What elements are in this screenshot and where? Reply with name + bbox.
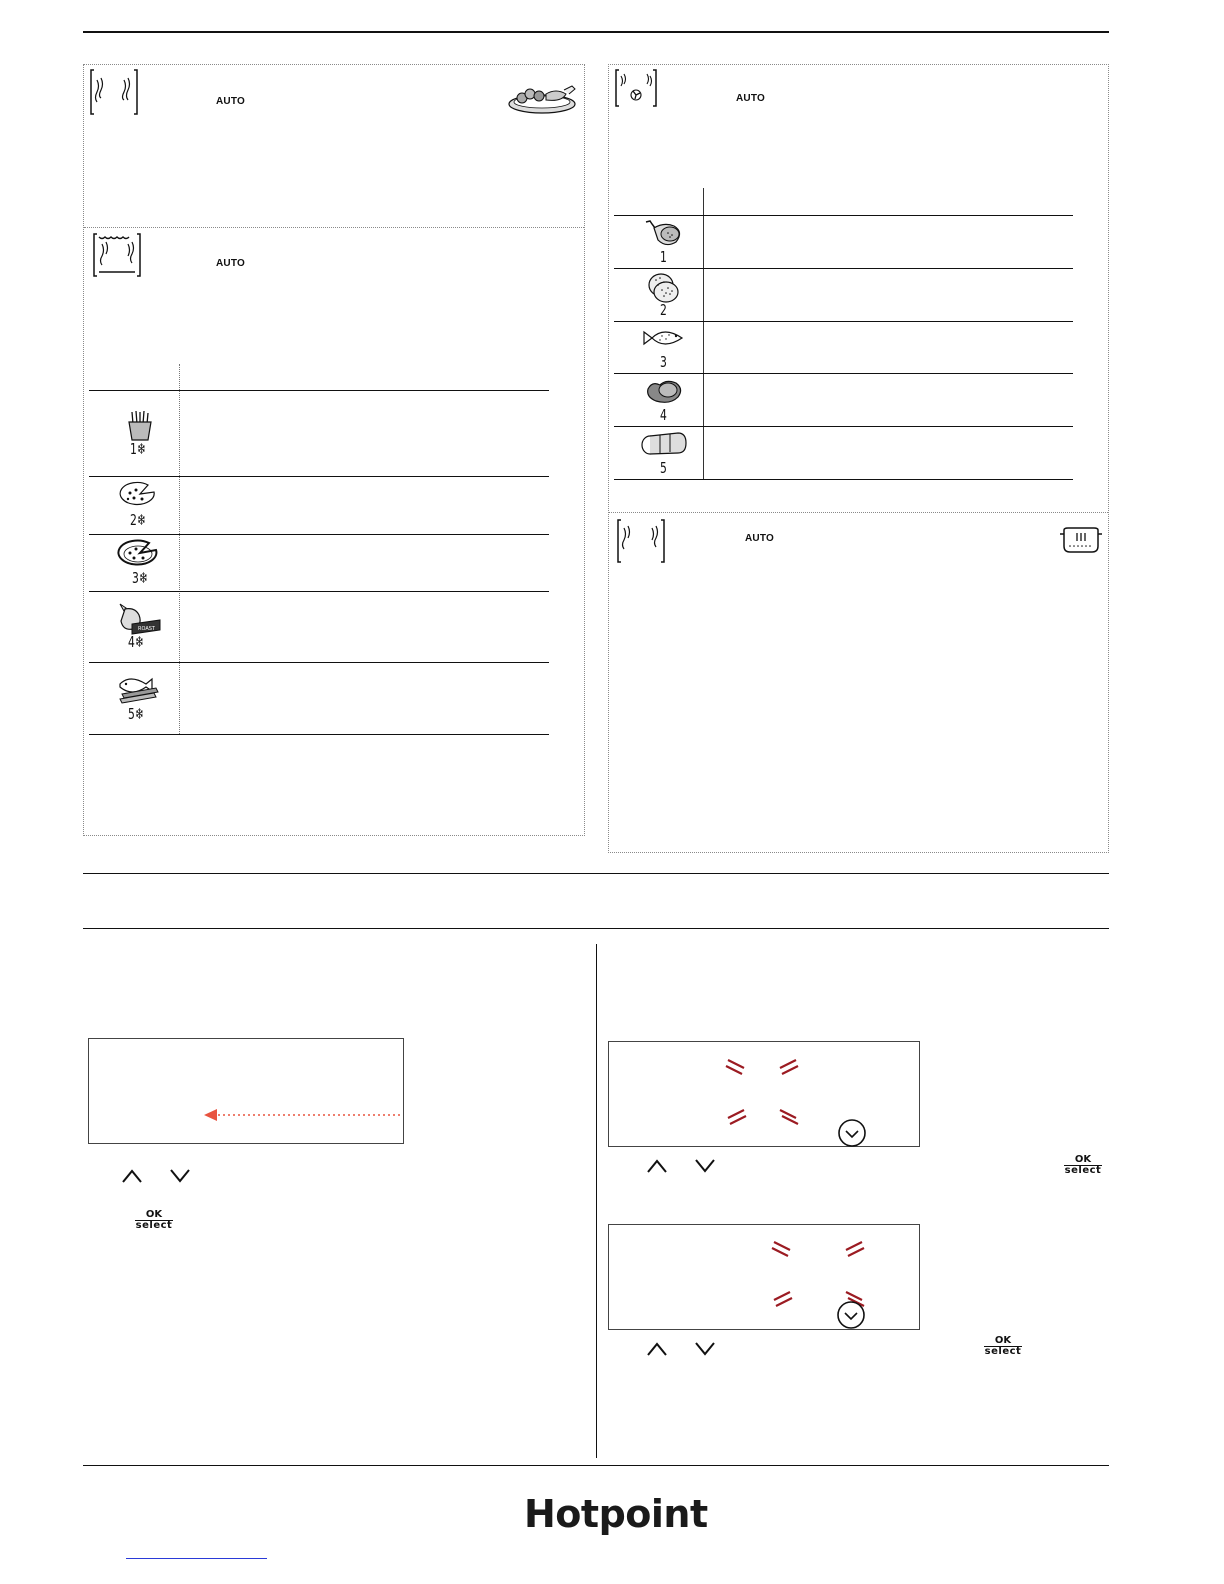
svg-text:ROAST: ROAST (138, 626, 155, 632)
grill-fan-mode-icon (614, 68, 658, 108)
grill-mode-icon (88, 68, 140, 116)
display-panel (608, 1224, 920, 1330)
bottom-rule (83, 1465, 1109, 1466)
food-number: 2 (660, 301, 667, 319)
down-arrow-icon[interactable] (694, 1341, 716, 1357)
footer-link-underline[interactable] (126, 1558, 267, 1559)
display-panel (88, 1038, 404, 1144)
table-rule (89, 662, 549, 663)
food-number: 5 (660, 459, 667, 477)
table-rule (614, 373, 1073, 374)
fries-icon (126, 410, 154, 442)
table-column-divider (703, 188, 704, 480)
pizza-icon (118, 540, 160, 568)
section-rule-2 (83, 928, 1109, 929)
ok-select-button[interactable] (135, 1210, 173, 1231)
frozen-chicken-icon (116, 602, 162, 636)
pizza-small-icon (120, 482, 158, 508)
table-rule (614, 321, 1073, 322)
table-rule (89, 476, 549, 477)
fish-fingers-icon (116, 674, 160, 706)
section-rule-1 (83, 873, 1109, 874)
food-number: 5❄ (128, 705, 144, 723)
ok-label: OK (984, 1336, 1022, 1347)
roast-platter-icon (508, 82, 580, 116)
food-number: 3 (660, 353, 667, 371)
fish-icon (642, 326, 686, 350)
casserole-dish-icon (1058, 524, 1104, 556)
up-arrow-icon[interactable] (646, 1158, 668, 1174)
table-rule (614, 268, 1073, 269)
panel-divider-top-right (609, 512, 1108, 513)
food-number: 4 (660, 406, 667, 424)
table-rule (89, 734, 549, 735)
steak-icon (644, 377, 684, 407)
ok-select-button[interactable] (984, 1336, 1022, 1357)
panel-divider-top-left (84, 227, 584, 228)
table-rule (89, 390, 549, 391)
burger-patty-icon (646, 272, 682, 304)
table-rule (89, 534, 549, 535)
flashing-marks (724, 1058, 804, 1128)
food-number: 1 (660, 248, 667, 266)
top-rule (83, 31, 1109, 33)
food-number: 2❄ (130, 511, 146, 529)
ok-label: OK (135, 1210, 173, 1221)
table-rule (614, 426, 1073, 427)
auto-label: AUTO (216, 96, 245, 107)
table-rule (614, 215, 1073, 216)
select-label: select (984, 1346, 1022, 1357)
food-number: 1❄ (130, 440, 146, 458)
panel-top-right (608, 64, 1109, 853)
select-label: select (135, 1220, 173, 1231)
table-column-divider (179, 364, 180, 734)
food-number: 4❄ (128, 633, 144, 651)
up-arrow-icon[interactable] (121, 1168, 143, 1184)
pointer-arrow (202, 1107, 402, 1123)
up-arrow-icon[interactable] (646, 1341, 668, 1357)
chicken-leg-icon (642, 219, 684, 249)
column-divider (596, 944, 597, 1458)
ok-select-button[interactable] (1064, 1155, 1102, 1176)
auto-label: AUTO (736, 93, 765, 104)
clock-icon (836, 1300, 866, 1330)
down-arrow-icon[interactable] (169, 1168, 191, 1184)
select-label: select (1064, 1165, 1102, 1176)
table-rule (89, 591, 549, 592)
flashing-marks (770, 1240, 870, 1306)
grill-mode-icon (616, 518, 666, 564)
auto-label: AUTO (216, 258, 245, 269)
clock-icon (837, 1118, 867, 1148)
ok-label: OK (1064, 1155, 1102, 1166)
auto-label: AUTO (745, 533, 774, 544)
hotpoint-logo: Hotpoint (524, 1492, 708, 1536)
down-arrow-icon[interactable] (694, 1158, 716, 1174)
panel-top-left (83, 64, 585, 836)
table-rule (614, 479, 1073, 480)
food-number: 3❄ (132, 569, 148, 587)
roast-joint-icon (640, 430, 688, 458)
bake-mode-icon (92, 232, 142, 278)
